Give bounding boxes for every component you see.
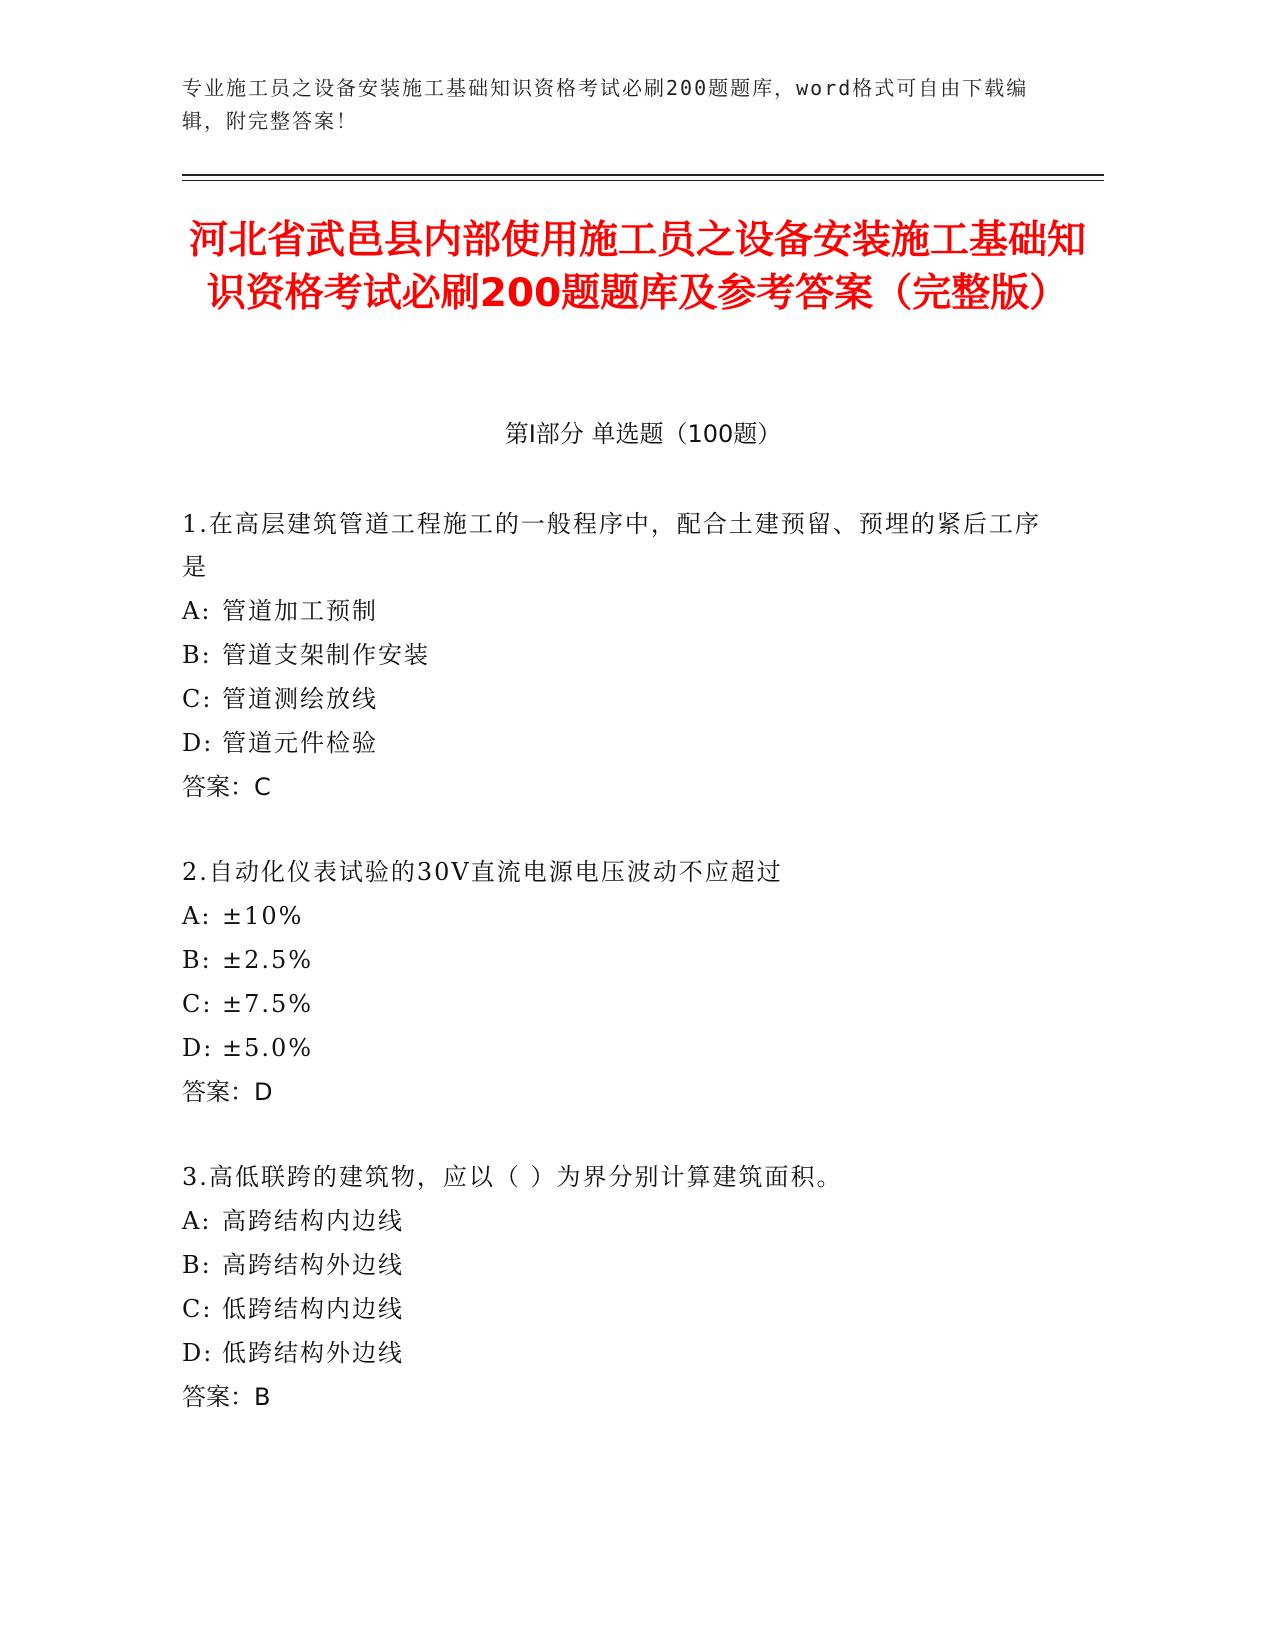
option-text: 高跨结构外边线 <box>222 1251 404 1279</box>
option-b <box>182 1243 1062 1287</box>
option-a <box>182 589 1062 633</box>
option-key: D: <box>182 1339 214 1367</box>
header-note: 专业施工员之设备安装施工基础知识资格考试必刷200题题库，word格式可自由下载编辑，附完整答案！ <box>182 76 1029 133</box>
section-title: 第Ⅰ部分 单选题（100题） <box>504 420 782 448</box>
option-d <box>182 721 1062 765</box>
option-key: A: <box>182 902 212 930</box>
option-key: C: <box>182 990 213 1018</box>
option-d <box>182 1026 1062 1070</box>
option-b <box>182 633 1062 677</box>
option-key: D: <box>182 1034 214 1062</box>
option-text: 管道元件检验 <box>222 729 378 757</box>
option-key: B: <box>182 1251 212 1279</box>
option-text: 管道支架制作安装 <box>222 641 430 669</box>
option-key: B: <box>182 641 212 669</box>
option-c <box>182 677 1062 721</box>
option-text: 高跨结构内边线 <box>222 1207 404 1235</box>
option-text: 低跨结构内边线 <box>222 1295 404 1323</box>
document-title: 河北省武邑县内部使用施工员之设备安装施工基础知识资格考试必刷200题题库及参考答案（完整版） <box>188 218 1086 316</box>
option-a <box>182 1199 1062 1243</box>
option-key: C: <box>182 1295 213 1323</box>
option-key: A: <box>182 597 212 625</box>
answer-line: 答案：C <box>182 773 271 801</box>
option-a <box>182 894 1062 938</box>
option-text: ±5.0% <box>222 1034 314 1062</box>
question-stem: 1.在高层建筑管道工程施工的一般程序中，配合土建预留、预埋的紧后工序是 <box>182 510 1041 581</box>
option-c <box>182 1287 1062 1331</box>
option-text: ±10% <box>222 902 304 930</box>
header-divider-thick <box>182 174 1104 176</box>
option-text: ±7.5% <box>222 990 314 1018</box>
question-stem: 3.高低联跨的建筑物，应以（ ）为界分别计算建筑面积。 <box>182 1163 843 1191</box>
option-key: A: <box>182 1207 212 1235</box>
option-key: B: <box>182 946 212 974</box>
option-text: 管道加工预制 <box>222 597 378 625</box>
option-key: C: <box>182 685 213 713</box>
option-c <box>182 982 1062 1026</box>
option-text: ±2.5% <box>222 946 314 974</box>
question-3 <box>182 1156 1062 1419</box>
question-1 <box>182 503 1062 809</box>
question-2 <box>182 851 1062 1114</box>
option-text: 低跨结构外边线 <box>222 1339 404 1367</box>
answer-line: 答案：B <box>182 1383 271 1411</box>
question-stem: 2.自动化仪表试验的30V直流电源电压波动不应超过 <box>182 858 783 886</box>
option-key: D: <box>182 729 214 757</box>
option-d <box>182 1331 1062 1375</box>
option-text: 管道测绘放线 <box>222 685 378 713</box>
option-b <box>182 938 1062 982</box>
header-divider-thin <box>182 180 1104 181</box>
answer-line: 答案：D <box>182 1078 273 1106</box>
